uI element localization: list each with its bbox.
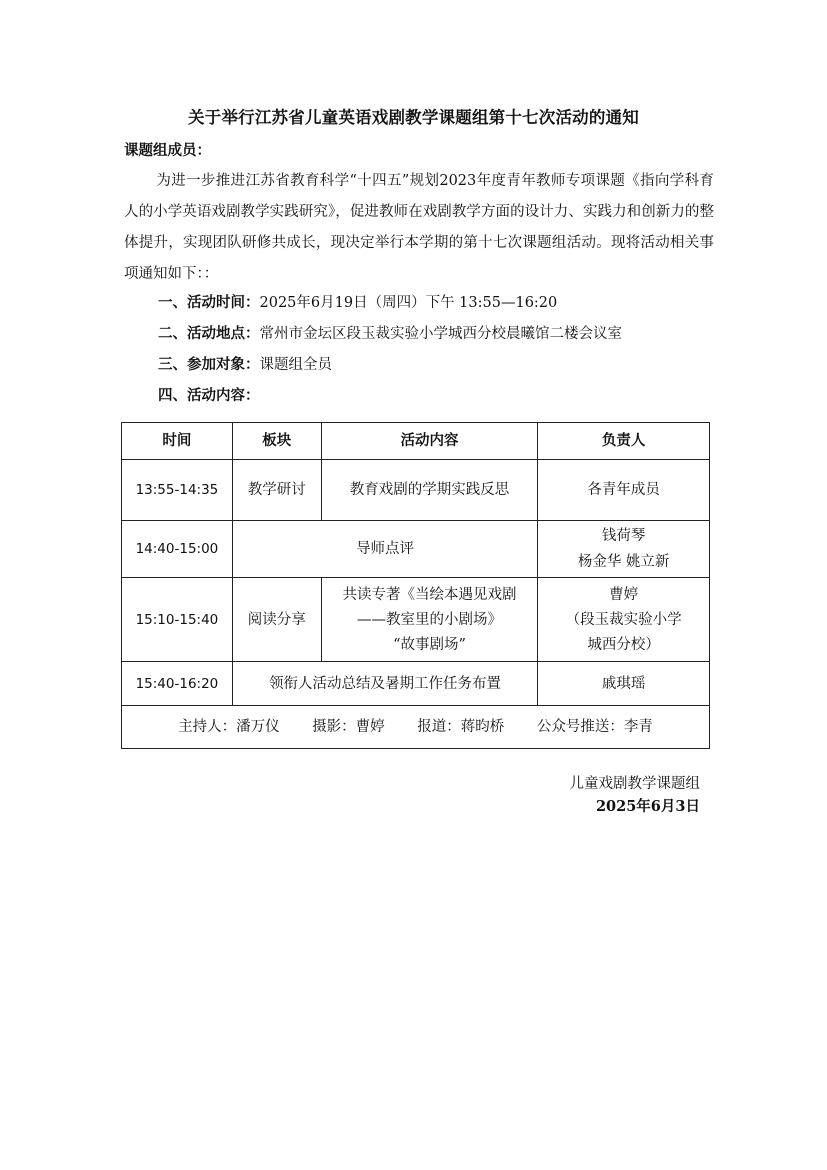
owner-line: 曹婷	[609, 586, 639, 603]
row-content	[321, 578, 538, 662]
row-owner	[538, 521, 710, 578]
table-row	[122, 521, 710, 578]
item-time	[158, 291, 557, 312]
item-content-label: 四、活动内容：	[158, 387, 260, 404]
credit-photo: 摄影：曹婷	[312, 719, 385, 735]
item-content	[158, 384, 260, 405]
signature-org: 儿童戏剧教学课题组	[569, 776, 700, 792]
row-time: 13:55-14:35	[122, 460, 233, 521]
intro-paragraph	[124, 166, 714, 290]
owner-line: 钱荷琴	[601, 528, 646, 544]
credit-wechat: 公众号推送：李青	[536, 719, 653, 735]
content-line: ——教室里的小剧场》	[356, 611, 502, 628]
item-participants-label: 三、参加对象：	[158, 356, 260, 373]
owner-line: 戚琪瑶	[601, 675, 646, 692]
row-section: 阅读分享	[232, 578, 321, 662]
content-line: “故事剧场”	[393, 636, 466, 653]
signature-date: 2025年6月3日	[595, 798, 700, 815]
owner-line: 各青年成员	[587, 482, 660, 498]
credit-report: 报道：蒋昀桥	[417, 719, 505, 735]
salutation: 课题组成员：	[124, 142, 211, 159]
item-participants	[158, 353, 332, 374]
item-location-label: 二、活动地点：	[158, 325, 260, 342]
header-owner: 负责人	[538, 423, 710, 460]
credit-host: 主持人：潘万仪	[178, 719, 280, 735]
content-line: 共读专著《当绘本遇见戏剧	[342, 586, 517, 603]
row-owner	[538, 578, 710, 662]
row-time: 15:10-15:40	[122, 578, 233, 662]
owner-line: 城西分校）	[587, 636, 660, 653]
row-time: 15:40-16:20	[122, 662, 233, 706]
content-line: 教育戏剧的学期实践反思	[349, 482, 510, 498]
header-content: 活动内容	[321, 423, 538, 460]
row-time: 14:40-15:00	[122, 521, 233, 578]
notice-title: 关于举行江苏省儿童英语戏剧教学课题组第十七次活动的通知	[188, 108, 639, 127]
owner-line: （段玉裁实验小学	[565, 611, 682, 628]
schedule-table	[121, 422, 710, 749]
row-owner	[538, 460, 710, 521]
row-merged-content: 导师点评	[232, 521, 537, 578]
item-location-value: 常州市金坛区段玉裁实验小学城西分校晨曦馆二楼会议室	[259, 326, 622, 342]
table-header-row	[122, 423, 710, 460]
owner-line: 杨金华 姚立新	[577, 554, 670, 570]
table-row	[122, 662, 710, 706]
table-row	[122, 460, 710, 521]
table-row	[122, 578, 710, 662]
credits-cell	[122, 706, 710, 749]
row-merged-content: 领衔人活动总结及暑期工作任务布置	[232, 662, 537, 706]
item-participants-value: 课题组全员	[259, 357, 332, 373]
item-time-label: 一、活动时间：	[158, 294, 260, 311]
row-owner	[538, 662, 710, 706]
credits-row	[122, 706, 710, 749]
item-location	[158, 322, 622, 343]
row-section: 教学研讨	[232, 460, 321, 521]
row-content	[321, 460, 538, 521]
header-section: 板块	[232, 423, 321, 460]
intro-text: 为进一步推进江苏省教育科学“十四五”规划2023年度青年教师专项课题《指向学科育人的小学英语戏剧教学实践研究》，促进教师在戏剧教学方面的设计力、实践力和创新力的整体提升，实现团队研修共成长，现决定举行本学期的第十七次课题组活动。现将活动相关事项通知如下：：	[124, 173, 714, 282]
header-time: 时间	[122, 423, 233, 460]
item-time-value: 2025年6月19日（周四）下午 13:55—16:20	[259, 295, 558, 311]
